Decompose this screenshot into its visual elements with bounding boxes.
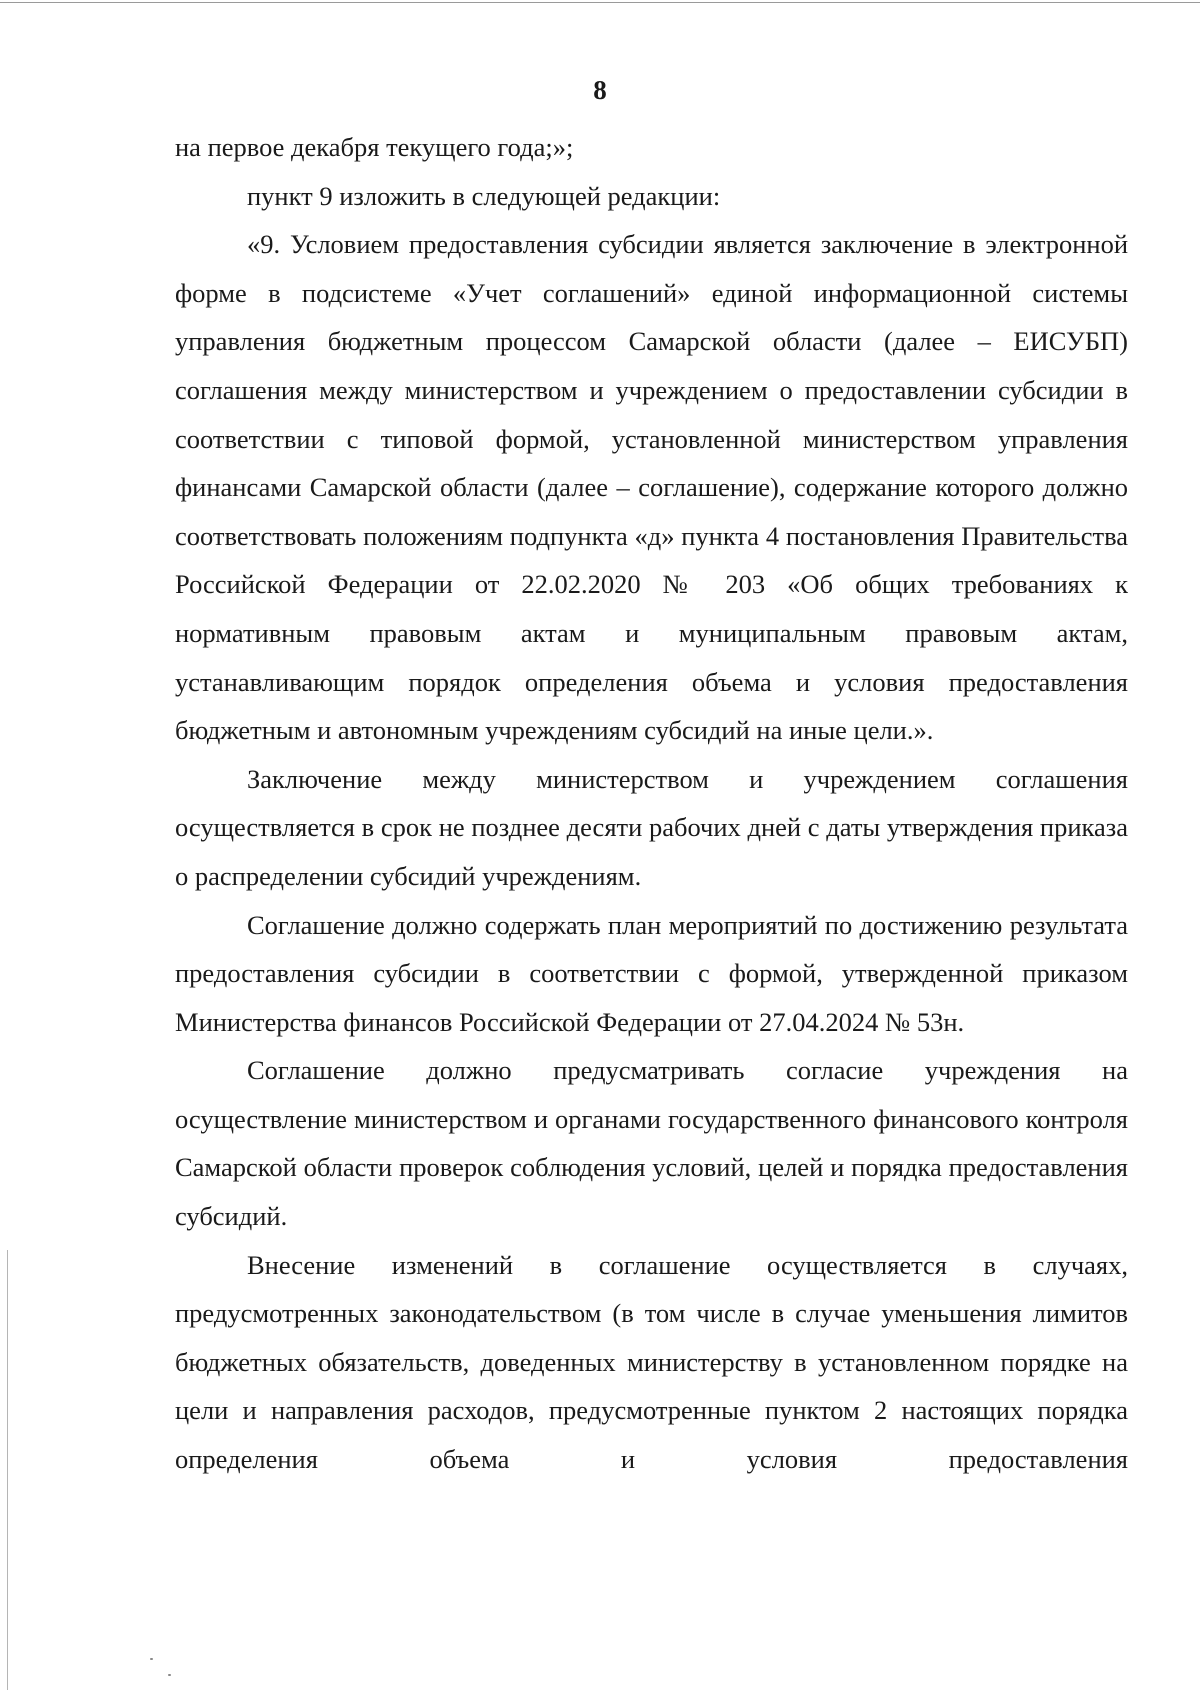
paragraph-agreement-consent: Соглашение должно предусматривать согласие учреждения на осуществление министерством и органами государственного финансового контроля Самарской области проверок соблюдения условий, целей и порядка предоставления субсидий.: [175, 1055, 1128, 1232]
document-body: [175, 123, 1128, 1484]
paragraph-continuation: на первое декабря текущего года;»;: [175, 132, 574, 162]
page-number: 8: [593, 75, 607, 105]
paragraph-agreement-deadline: Заключение между министерством и учреждением соглашения осуществляется в срок не позднее десяти рабочих дней с даты утверждения приказа о распределении субсидий учреждениям.: [175, 763, 1128, 891]
paragraph-amendment-instruction: пункт 9 изложить в следующей редакции:: [247, 180, 721, 211]
scan-top-edge: [0, 2, 1200, 3]
paragraph-item-9: «9. Условием предоставления субсидии является заключение в электронной форме в подсистеме «Учет соглашений» единой информационной системы управления бюджетным процессом Самарской области (далее – ЕИСУБП) соглашения между министерством и учреждением о предоставлении субсидии в соответствии с типовой формой, установленной министерством управления финансами Самарской области (далее – соглашение), содержание которого должно соответствовать положениям подпункта «д» пункта 4 постановления Правительства Российской Федерации от 22.02.2020 № 203 «Об общих требованиях к нормативным правовым актам и муниципальным правовым актам, устанавливающим порядок определения объема и условия предоставления бюджетным и автономным учреждениям субсидий на иные цели.».: [175, 229, 1128, 746]
paragraph-agreement-changes: Внесение изменений в соглашение осуществляется в случаях, предусмотренных законодательством (в том числе в случае уменьшения лимитов бюджетных обязательств, доведенных министерству в установленном порядке на цели и направления расходов, предусмотренные пунктом 2 настоящих порядка определения объема и условия предоставления: [175, 1249, 1128, 1475]
scan-speck: [168, 1674, 171, 1676]
scan-left-edge: [7, 1250, 8, 1690]
paragraph-agreement-plan: Соглашение должно содержать план мероприятий по достижению результата предоставления субсидии в соответствии с формой, утвержденной приказом Министерства финансов Российской Федерации от 27.04.2024 № 53н.: [175, 909, 1128, 1037]
scan-speck: [150, 1658, 153, 1660]
